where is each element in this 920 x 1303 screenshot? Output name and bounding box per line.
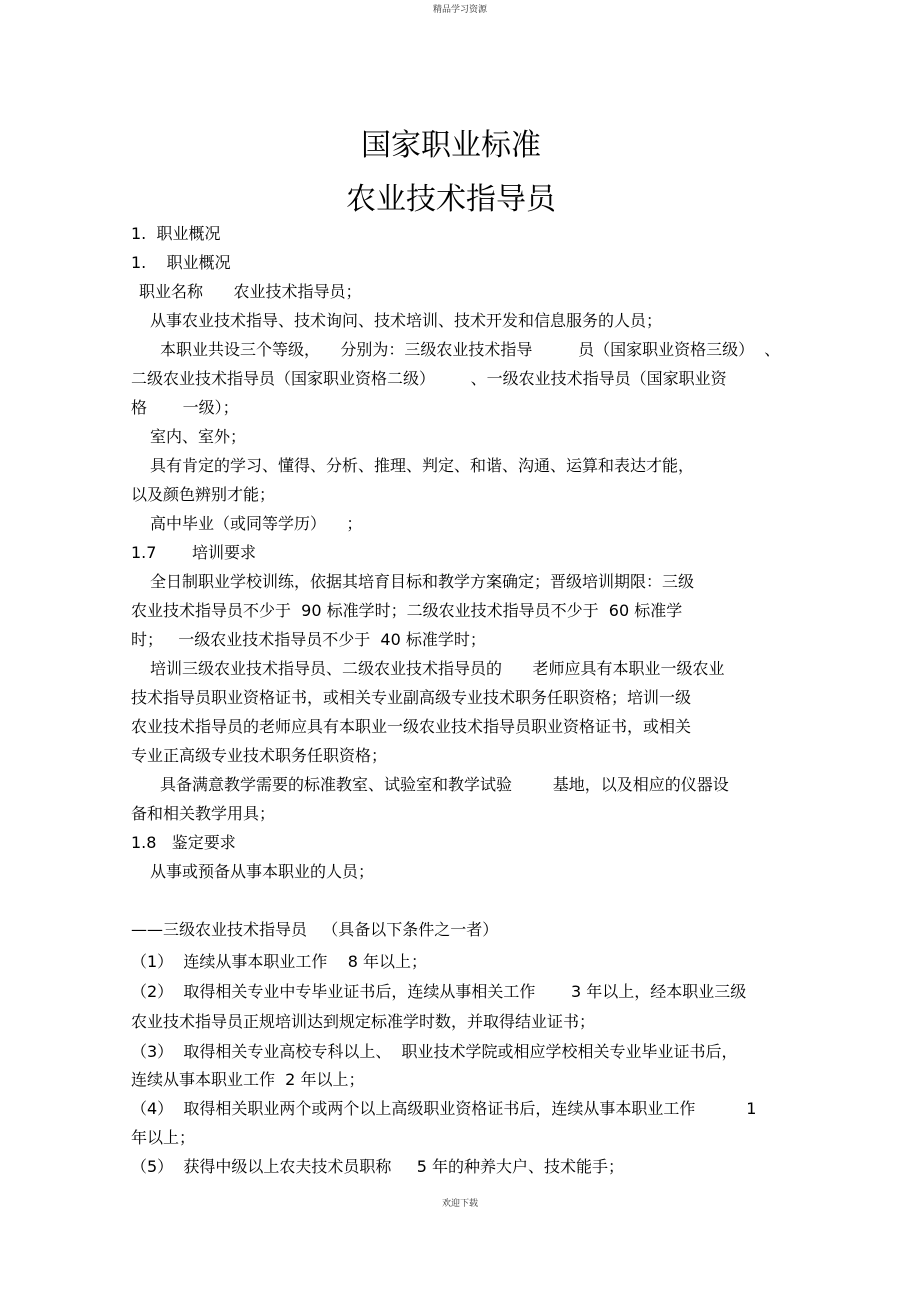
section-heading: 1. 职业概况 xyxy=(131,224,221,243)
paragraph-line: 从事或预备从事本职业的人员； xyxy=(150,862,375,881)
paragraph-line: 二级农业技术指导员（国家职业资格二级） 、一级农业技术指导员（国家职业资 xyxy=(131,369,727,388)
list-item-continuation: 农业技术指导员正规培训达到规定标准学时数，并取得结业证书； xyxy=(131,1012,596,1031)
paragraph-line: 全日制职业学校训练，依据其培育目标和教学方案确定；晋级培训期限：三级 xyxy=(150,572,695,591)
section-heading: 1.7 培训要求 xyxy=(131,543,257,562)
paragraph-line: 培训三级农业技术指导员、二级农业技术指导员的 老师应具有本职业一级农业 xyxy=(150,659,725,678)
paragraph-line: 本职业共设三个等级， 分别为：三级农业技术指导 员（国家职业资格三级） 、 xyxy=(160,340,781,359)
paragraph-line: 技术指导员职业资格证书，或相关专业副高级专业技术职务任职资格；培训一级 xyxy=(131,688,692,707)
list-item: （2） 取得相关专业中专毕业证书后，连续从事相关工作 3 年以上，经本职业三级 xyxy=(131,982,747,1001)
paragraph-line: 从事农业技术指导、技术询问、技术培训、技术开发和信息服务的人员； xyxy=(150,311,663,330)
page-header: 精品学习资源 xyxy=(432,5,487,15)
section-heading: 1.8 鉴定要求 xyxy=(131,833,236,852)
subsection-heading: ——三级农业技术指导员 （具备以下条件之一者） xyxy=(131,920,499,939)
paragraph-line: 农业技术指导员不少于 90 标准学时；二级农业技术指导员不少于 60 标准学 xyxy=(131,601,683,620)
list-item-continuation: 年以上； xyxy=(131,1128,196,1147)
paragraph-line: 时； 一级农业技术指导员不少于 40 标准学时； xyxy=(131,630,486,649)
paragraph-line: 农业技术指导员的老师应具有本职业一级农业技术指导员职业资格证书，或相关 xyxy=(131,717,692,736)
list-item: （5） 获得中级以上农夫技术员职称 5 年的种养大户、技术能手； xyxy=(131,1157,625,1176)
paragraph-line: 高中毕业（或同等学历） ； xyxy=(150,514,363,533)
paragraph-line: 专业正高级专业技术职务任职资格； xyxy=(131,746,388,765)
list-item: （4） 取得相关职业两个或两个以上高级职业资格证书后，连续从事本职业工作 1 xyxy=(131,1099,757,1118)
paragraph-line: 室内、室外； xyxy=(150,427,247,446)
paragraph-line: 备和相关教学用具； xyxy=(131,804,276,823)
page-footer: 欢迎下载 xyxy=(441,1199,478,1209)
paragraph-line: 以及颜色辨别才能； xyxy=(131,485,276,504)
paragraph-line: 具备满意教学需要的标准教室、试验室和教学试验 基地，以及相应的仪器设 xyxy=(160,775,729,794)
list-item: （1） 连续从事本职业工作 8 年以上； xyxy=(131,952,427,971)
paragraph-line: 职业名称 农业技术指导员； xyxy=(139,282,362,301)
section-heading: 1. 职业概况 xyxy=(131,253,231,272)
paragraph-line: 格 一级）； xyxy=(131,398,239,417)
document-subtitle: 农业技术指导员 xyxy=(346,182,556,217)
list-item: （3） 取得相关专业高校专科以上、 职业技术学院或相应学校相关专业毕业证书后， xyxy=(131,1042,738,1061)
document-title: 国家职业标准 xyxy=(361,128,541,163)
list-item-continuation: 连续从事本职业工作 2 年以上； xyxy=(131,1070,365,1089)
paragraph-line: 具有肯定的学习、懂得、分析、推理、判定、和谐、沟通、运算和表达才能， xyxy=(150,456,695,475)
